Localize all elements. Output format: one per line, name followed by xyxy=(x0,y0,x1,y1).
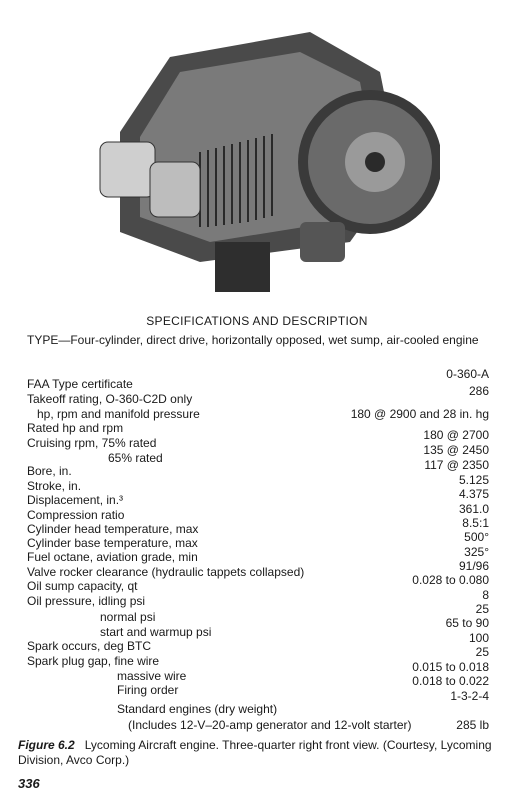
spec-value: 0.018 to 0.022 xyxy=(412,674,489,688)
spec-value: 361.0 xyxy=(458,502,489,516)
spec-label: Oil pressure, idling psi xyxy=(27,594,146,608)
engine-type-description: TYPE—Four-cylinder, direct drive, horizontally opposed, wet sump, air-cooled engine xyxy=(27,333,479,347)
spec-value: 25 xyxy=(475,645,489,659)
spec-row xyxy=(0,718,514,733)
spec-label: Stroke, in. xyxy=(27,479,82,493)
spec-label: Cylinder base temperature, max xyxy=(27,536,198,550)
spec-label: Spark occurs, deg BTC xyxy=(27,639,152,653)
spec-value: 180 @ 2700 xyxy=(423,428,489,442)
spec-label: 65% rated xyxy=(108,451,163,465)
spec-label: start and warmup psi xyxy=(100,625,212,639)
spec-value: 1-3-2-4 xyxy=(450,689,489,703)
caption-text: Lycoming Aircraft engine. Three-quarter right front view. (Courtesy, Lycoming Division, Avco Corp.) xyxy=(18,738,492,767)
spec-label: Spark plug gap, fine wire xyxy=(27,654,160,668)
spec-label: Rated hp and rpm xyxy=(27,421,124,435)
spec-row xyxy=(0,367,514,382)
spec-value: 0-360-A xyxy=(446,367,489,381)
page-number: 336 xyxy=(18,776,40,791)
spec-value: 65 to 90 xyxy=(445,616,489,630)
spec-value: 285 lb xyxy=(456,718,489,732)
spec-value: 8 xyxy=(482,588,489,602)
spec-label: Valve rocker clearance (hydraulic tappets collapsed) xyxy=(27,565,305,579)
section-heading: SPECIFICATIONS AND DESCRIPTION xyxy=(146,314,368,328)
spec-value: 0.028 to 0.080 xyxy=(412,573,489,587)
spec-label: Bore, in. xyxy=(27,464,72,478)
spec-label: Oil sump capacity, qt xyxy=(27,579,138,593)
spec-label: massive wire xyxy=(117,669,187,683)
spec-value: 135 @ 2450 xyxy=(423,443,489,457)
engine-photo xyxy=(80,12,440,312)
spec-label: Firing order xyxy=(117,683,179,697)
spec-label: Standard engines (dry weight) xyxy=(117,702,278,716)
spec-label: (Includes 12-V–20-amp generator and 12-volt starter) xyxy=(128,718,412,732)
spec-value: 117 @ 2350 xyxy=(424,458,489,472)
spec-label: Fuel octane, aviation grade, min xyxy=(27,550,198,564)
spec-value: 325° xyxy=(464,545,489,559)
spec-value: 4.375 xyxy=(458,487,489,501)
spec-label: hp, rpm and manifold pressure xyxy=(37,407,200,421)
spec-label: Cruising rpm, 75% rated xyxy=(27,436,157,450)
spec-value: 25 xyxy=(475,602,489,616)
spec-value: 500° xyxy=(464,530,489,544)
spec-row xyxy=(0,702,514,717)
spec-value: 8.5:1 xyxy=(462,516,489,530)
spec-row xyxy=(0,384,514,399)
spec-value: 5.125 xyxy=(458,473,489,487)
spec-label: Cylinder head temperature, max xyxy=(27,522,199,536)
figure-number: Figure 6.2 xyxy=(18,738,75,752)
spec-label: FAA Type certificate xyxy=(27,377,133,391)
spec-label: Takeoff rating, O-360-C2D only xyxy=(27,392,193,406)
spec-label: Compression ratio xyxy=(27,508,125,522)
spec-row xyxy=(0,407,514,422)
figure-caption xyxy=(18,738,498,768)
spec-value: 100 xyxy=(468,631,489,645)
spec-label: normal psi xyxy=(100,610,156,624)
spec-value: 180 @ 2900 and 28 in. hg xyxy=(350,407,489,421)
spec-label: Displacement, in.³ xyxy=(27,493,124,507)
spec-value: 91/96 xyxy=(458,559,489,573)
spec-value: 286 xyxy=(468,384,489,398)
spec-value: 0.015 to 0.018 xyxy=(412,660,489,674)
